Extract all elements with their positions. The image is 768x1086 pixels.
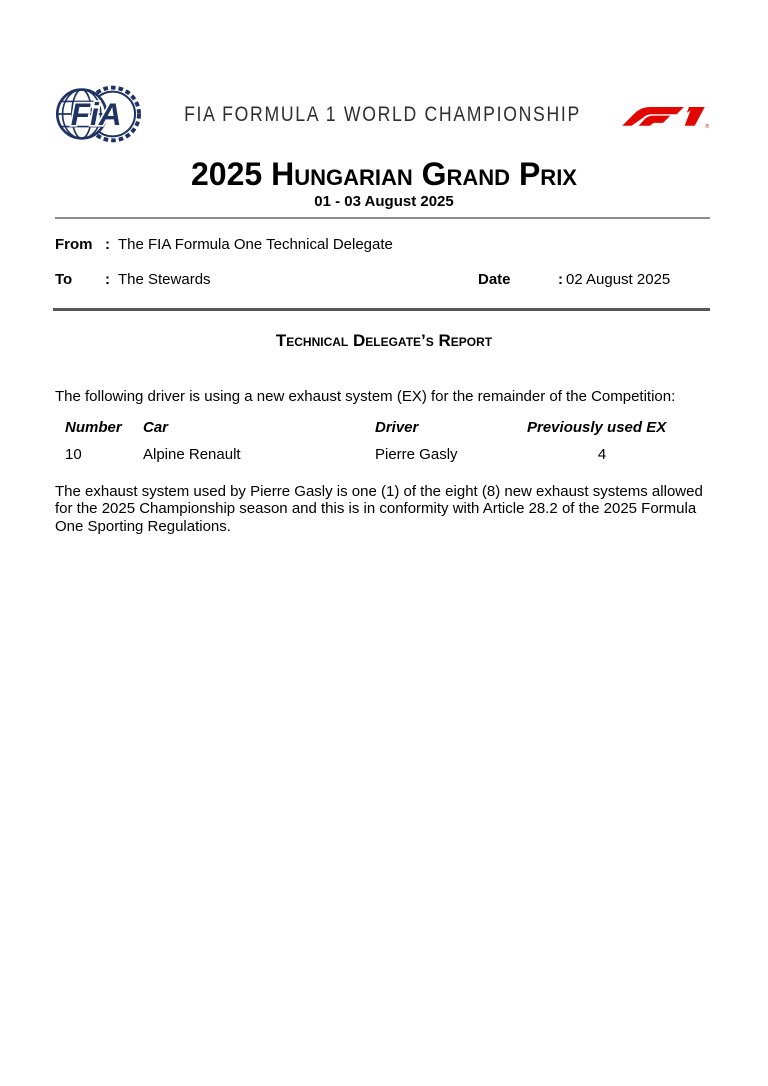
registered-symbol: ® [705, 123, 710, 130]
championship-header: FIA FORMULA 1 WORLD CHAMPIONSHIP [184, 103, 581, 126]
report-heading: Technical Delegate’s Report [275, 331, 493, 350]
from-label: From [55, 236, 93, 253]
col-header-car: Car [143, 419, 169, 436]
cell-driver: Pierre Gasly [375, 446, 458, 463]
from-row [55, 236, 710, 254]
exhaust-table [65, 419, 710, 473]
cell-car: Alpine Renault [143, 446, 241, 463]
from-value: The FIA Formula One Technical Delegate [118, 236, 393, 253]
date-colon: : [558, 271, 563, 288]
date-group [558, 271, 670, 288]
fia-logo-letters: FiA [70, 96, 122, 133]
event-title: 2025 Hungarian Grand Prix [191, 156, 577, 192]
date-label: Date [478, 271, 511, 288]
cell-number: 10 [65, 446, 82, 463]
horizontal-rule-top [55, 217, 710, 219]
horizontal-rule-bottom [53, 308, 710, 311]
cell-previously-used-ex: 4 [597, 446, 607, 463]
to-row [55, 271, 710, 289]
from-colon: : [105, 236, 110, 253]
f1-mark-icon [622, 97, 710, 130]
closing-paragraph: The exhaust system used by Pierre Gasly is one (1) of the eight (8) new exhaust systems allowed for the 2025 Championship season and this is in conformity with Article 28.2 of the 2025 Formula One Sporting Regulations. [55, 483, 703, 535]
event-dates: 01 - 03 August 2025 [314, 193, 454, 210]
to-label: To [55, 271, 73, 288]
to-colon: : [105, 271, 110, 288]
f1-logo [622, 97, 710, 135]
to-value: The Stewards [118, 271, 211, 288]
col-header-number: Number [65, 419, 122, 436]
col-header-driver: Driver [375, 419, 419, 436]
col-header-previously-used-ex: Previously used EX [527, 419, 667, 436]
date-value: 02 August 2025 [566, 271, 671, 288]
intro-text: The following driver is using a new exhaust system (EX) for the remainder of the Competition: [55, 388, 676, 405]
